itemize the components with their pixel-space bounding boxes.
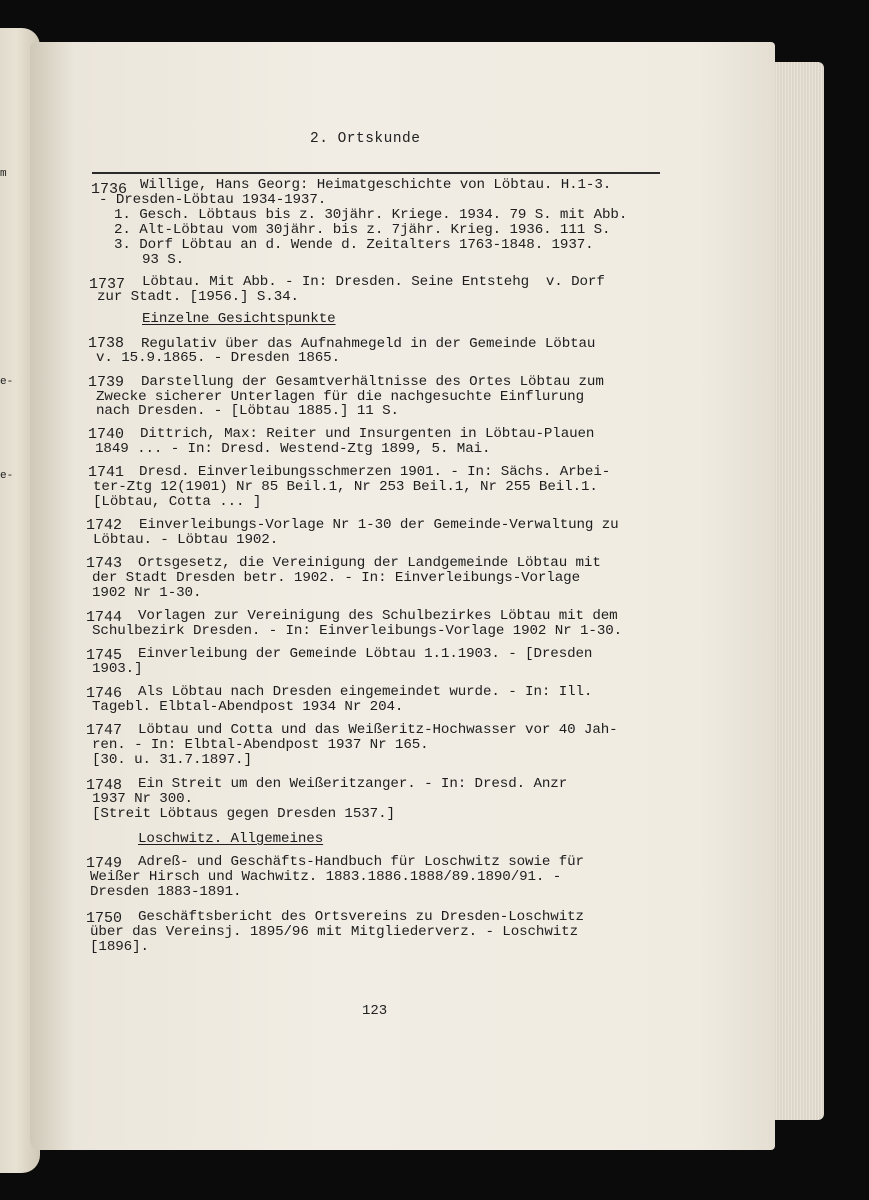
- entry-line: Regulativ über das Aufnahmegeld in der Gemeinde Löbtau: [141, 336, 596, 352]
- entry-number: 1744: [86, 609, 123, 626]
- entry-line: Löbtau und Cotta und das Weißeritz-Hochwasser vor 40 Jah-: [138, 722, 618, 738]
- entry-line: 1902 Nr 1-30.: [92, 585, 202, 601]
- entry-line: Dittrich, Max: Reiter und Insurgenten in Löbtau-Plauen: [140, 426, 595, 442]
- facing-page-fragment: e-: [0, 376, 14, 388]
- entry-number: 1737: [89, 276, 126, 293]
- entry-number: 1736: [91, 181, 128, 198]
- entry-line: über das Vereinsj. 1895/96 mit Mitgliederverz. - Loschwitz: [90, 924, 579, 940]
- entry-number: 1741: [88, 464, 125, 481]
- entry-line: Darstellung der Gesamtverhältnisse des Ortes Löbtau zum: [141, 374, 604, 390]
- entry-line: 93 S.: [142, 252, 185, 268]
- entry-number: 1740: [88, 426, 125, 443]
- entry-line: Als Löbtau nach Dresden eingemeindet wurde. - In: Ill.: [138, 684, 593, 700]
- entry-line: Willige, Hans Georg: Heimatgeschichte von Löbtau. H.1-3.: [140, 177, 612, 193]
- entry-line: ren. - In: Elbtal-Abendpost 1937 Nr 165.: [92, 737, 429, 753]
- entry-number: 1748: [86, 777, 123, 794]
- entry-line: 2. Alt-Löbtau vom 30jähr. bis z. 7jähr. Krieg. 1936. 111 S.: [114, 222, 611, 238]
- entry-line: Adreß- und Geschäfts-Handbuch für Loschwitz sowie für: [138, 854, 584, 870]
- entry-line: Dresd. Einverleibungsschmerzen 1901. - In: Sächs. Arbei-: [139, 464, 611, 480]
- entry-number: 1742: [86, 517, 123, 534]
- entry-line: 1. Gesch. Löbtaus bis z. 30jähr. Kriege. 1934. 79 S. mit Abb.: [114, 207, 628, 223]
- entry-line: ter-Ztg 12(1901) Nr 85 Beil.1, Nr 253 Beil.1, Nr 255 Beil.1.: [93, 479, 598, 495]
- entry-line: Zwecke sicherer Unterlagen für die nachgesuchte Einflurung: [96, 389, 585, 405]
- entry-line: [1896].: [90, 939, 149, 955]
- entry-line: [Streit Löbtaus gegen Dresden 1537.]: [92, 806, 395, 822]
- entry-number: 1743: [86, 555, 123, 572]
- entry-line: Einverleibungs-Vorlage Nr 1-30 der Gemeinde-Verwaltung zu: [139, 517, 619, 533]
- entry-line: zur Stadt. [1956.] S.34.: [97, 289, 299, 305]
- entry-line: Schulbezirk Dresden. - In: Einverleibungs-Vorlage 1902 Nr 1-30.: [92, 623, 623, 639]
- entry-line: [30. u. 31.7.1897.]: [92, 752, 252, 768]
- entry-line: [Löbtau, Cotta ... ]: [93, 494, 262, 510]
- entry-line: 1937 Nr 300.: [92, 791, 193, 807]
- page-number: 123: [362, 1003, 388, 1019]
- entry-line: v. 15.9.1865. - Dresden 1865.: [96, 350, 341, 366]
- entry-line: 3. Dorf Löbtau an d. Wende d. Zeitalters 1763-1848. 1937.: [114, 237, 594, 253]
- entry-number: 1750: [86, 910, 123, 927]
- running-head: 2. Ortskunde: [310, 131, 421, 147]
- entry-line: Einverleibung der Gemeinde Löbtau 1.1.1903. - [Dresden: [138, 646, 593, 662]
- entry-line: Tagebl. Elbtal-Abendpost 1934 Nr 204.: [92, 699, 404, 715]
- entry-line: nach Dresden. - [Löbtau 1885.] 11 S.: [96, 403, 399, 419]
- entry-number: 1738: [88, 335, 125, 352]
- entry-line: - Dresden-Löbtau 1934-1937.: [99, 192, 327, 208]
- entry-line: Ortsgesetz, die Vereinigung der Landgemeinde Löbtau mit: [138, 555, 601, 571]
- entry-number: 1747: [86, 722, 123, 739]
- entry-number: 1746: [86, 685, 123, 702]
- entry-line: Löbtau. Mit Abb. - In: Dresden. Seine Entstehg v. Dorf: [142, 274, 605, 290]
- entry-line: Weißer Hirsch und Wachwitz. 1883.1886.1888/89.1890/91. -: [90, 869, 562, 885]
- entry-line: Geschäftsbericht des Ortsvereins zu Dresden-Loschwitz: [138, 909, 584, 925]
- entry-line: der Stadt Dresden betr. 1902. - In: Einverleibungs-Vorlage: [92, 570, 581, 586]
- entry-line: Vorlagen zur Vereinigung des Schulbezirkes Löbtau mit dem: [138, 608, 618, 624]
- entry-line: Dresden 1883-1891.: [90, 884, 242, 900]
- entry-line: 1849 ... - In: Dresd. Westend-Ztg 1899, 5. Mai.: [95, 441, 491, 457]
- entry-number: 1749: [86, 855, 123, 872]
- entry-line: Löbtau. - Löbtau 1902.: [93, 532, 279, 548]
- section-heading: Loschwitz. Allgemeines: [138, 831, 324, 847]
- entry-number: 1745: [86, 647, 123, 664]
- entry-number: 1739: [88, 374, 125, 391]
- entry-line: 1903.]: [92, 661, 143, 677]
- facing-page-fragment: e-: [0, 470, 14, 482]
- entry-line: Ein Streit um den Weißeritzanger. - In: Dresd. Anzr: [138, 776, 568, 792]
- facing-page-fragment: m: [0, 168, 7, 180]
- section-heading: Einzelne Gesichtspunkte: [142, 311, 336, 327]
